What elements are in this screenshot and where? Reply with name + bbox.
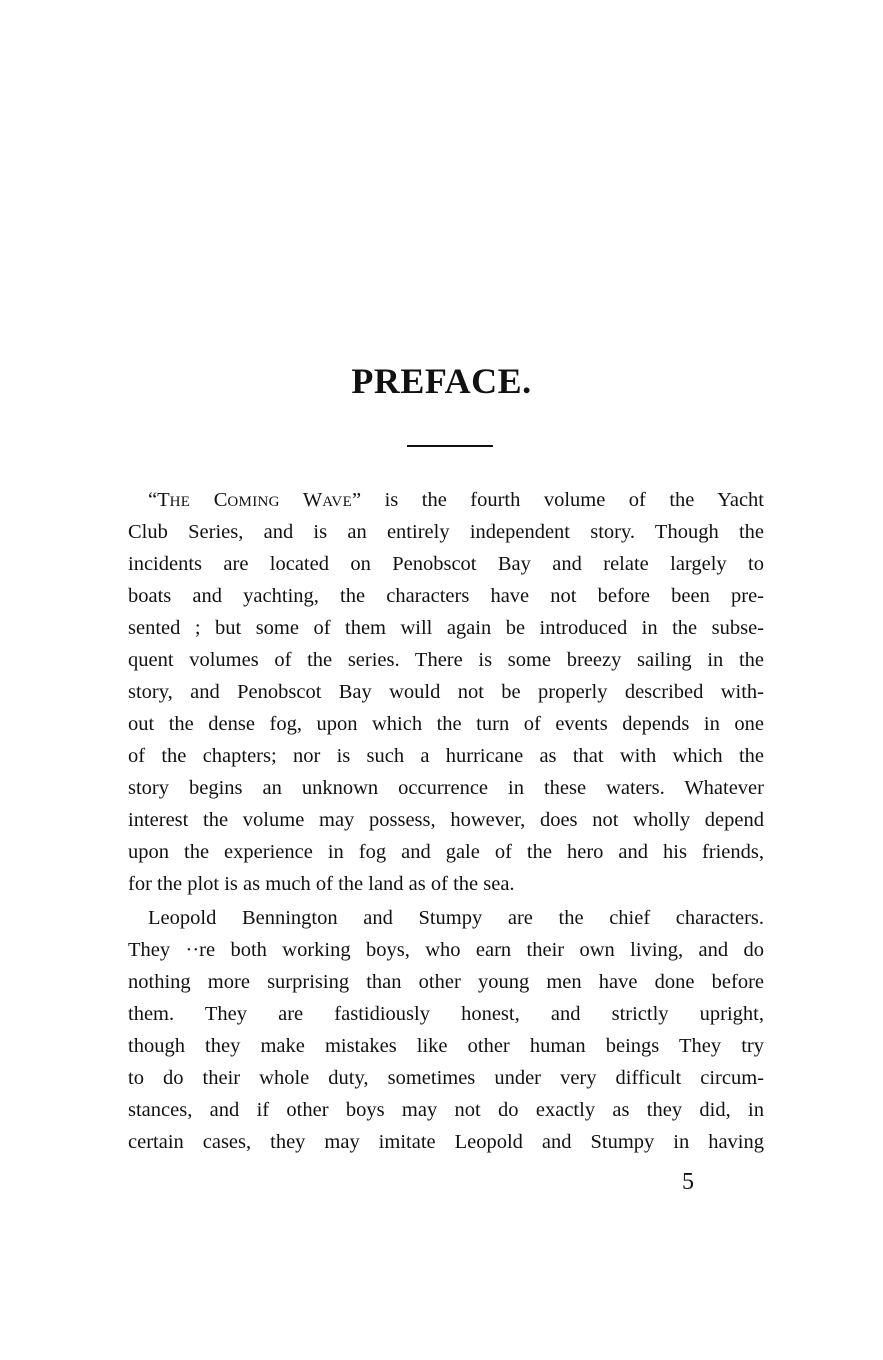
paragraph-line: for the plot is as much of the land as of the sea. [128, 873, 515, 895]
quote-open: “ [148, 489, 158, 511]
paragraph-line: story begins an unknown occurrence in these waters. Whatever [128, 777, 764, 799]
paragraph-line: though they make mistakes like other human beings They try [128, 1035, 764, 1057]
page-number: 5 [682, 1169, 694, 1195]
paragraph-line: of the chapters; nor is such a hurricane as that with which the [128, 745, 764, 767]
paragraph-line: stances, and if other boys may not do exactly as they did, in [128, 1099, 764, 1121]
paragraph-line: quent volumes of the series. There is some breezy sailing in the [128, 649, 764, 671]
paragraph-line: out the dense fog, upon which the turn of events depends in one [128, 713, 764, 735]
paragraph-line: certain cases, they may imitate Leopold and Stumpy in having [128, 1131, 764, 1153]
paragraph-line: interest the volume may possess, however, does not wholly depend [128, 809, 764, 831]
paragraph-line: boats and yachting, the characters have not before been pre- [128, 585, 764, 607]
quote-close: ” [352, 489, 362, 511]
paragraph-line: sented ; but some of them will again be introduced in the subse- [128, 617, 764, 639]
title-divider [407, 445, 493, 447]
paragraph-line: story, and Penobscot Bay would not be properly described with- [128, 681, 764, 703]
book-title-word-3: WAVE [302, 489, 353, 511]
paragraph-line: Club Series, and is an entirely independent story. Though the [128, 521, 764, 543]
paragraph-line: incidents are located on Penobscot Bay and relate largely to [128, 553, 764, 575]
line-text: is the fourth volume of the Yacht [361, 489, 764, 511]
paragraph-line: to do their whole duty, sometimes under very difficult circum- [128, 1067, 764, 1089]
paragraph-line: nothing more surprising than other young men have done before [128, 971, 764, 993]
paragraph-line: upon the experience in fog and gale of the hero and his friends, [128, 841, 764, 863]
preface-body [128, 484, 764, 1158]
book-title-word-1: THE [157, 489, 191, 511]
page-title: PREFACE. [351, 361, 532, 401]
paragraph-line: them. They are fastidiously honest, and strictly upright, [128, 1003, 764, 1025]
paragraph-1-line-1 [128, 484, 764, 516]
paragraph-2-line-1: Leopold Bennington and Stumpy are the chief characters. [148, 907, 764, 929]
book-title-word-2: COMING [213, 489, 280, 511]
paragraph-line: They ··re both working boys, who earn their own living, and do [128, 939, 764, 961]
